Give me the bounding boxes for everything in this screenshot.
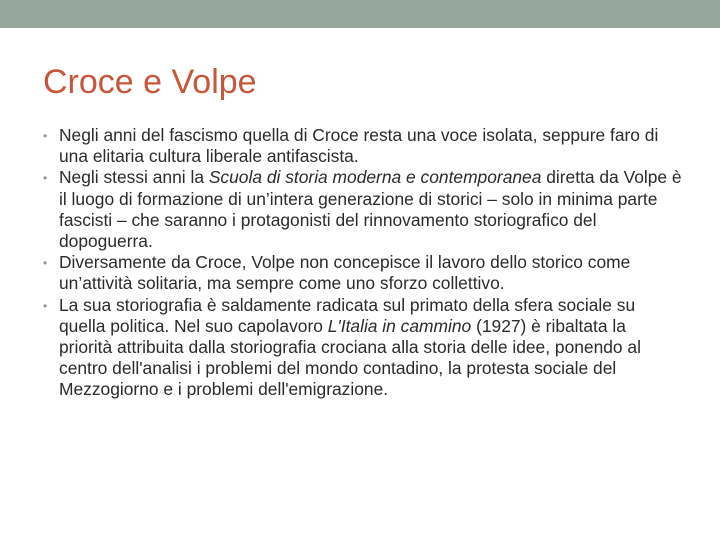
slide-title: Croce e Volpe [43,63,257,101]
bullet-text-continued: diretta da Volpe è il luogo di formazione di un’intera generazione di storici – solo in minima parte fascisti – che saranno i protagonisti del rinnovamento storiografico del dopoguerra. [59,167,682,252]
top-accent-bar [0,0,720,28]
bullet-text-continued: (1927) è ribaltata la priorità attribuita dalla storiografia crociana alla storia delle idee, ponendo al centro dell'analisi i problemi del mondo contadino, la protesta sociale del Mezzogiorno e i problemi dell'emigrazione. [59,315,641,400]
bullet-dot-icon: • [43,129,48,143]
bullet-dot-icon: • [43,256,48,271]
bullet-item-4 [43,295,683,401]
bullet-text: La sua storiografia è saldamente radicata sul primato della sfera sociale su quella politica. Nel suo capolavoro [59,294,636,336]
bullet-text: Negli anni del fascismo quella di Croce resta una voce isolata, seppure faro di una elitaria cultura liberale antifascista. [59,125,659,167]
bullet-item-1 [43,125,683,167]
italic-title-scuola: Scuola di storia moderna e contemporanea [208,167,542,188]
bullet-dot-icon: • [43,171,48,186]
bullet-list [43,125,683,401]
bullet-item-3 [43,252,683,294]
bullet-item-2 [43,167,683,252]
bullet-text: Negli stessi anni la [59,167,209,188]
bullet-text: Diversamente da Croce, Volpe non concepisce il lavoro dello storico come un’attività solitaria, ma sempre come uno sforzo collettivo. [59,252,631,294]
italic-title-italia-in-cammino: L'Italia in cammino [327,315,472,336]
bullet-dot-icon: • [43,298,48,313]
